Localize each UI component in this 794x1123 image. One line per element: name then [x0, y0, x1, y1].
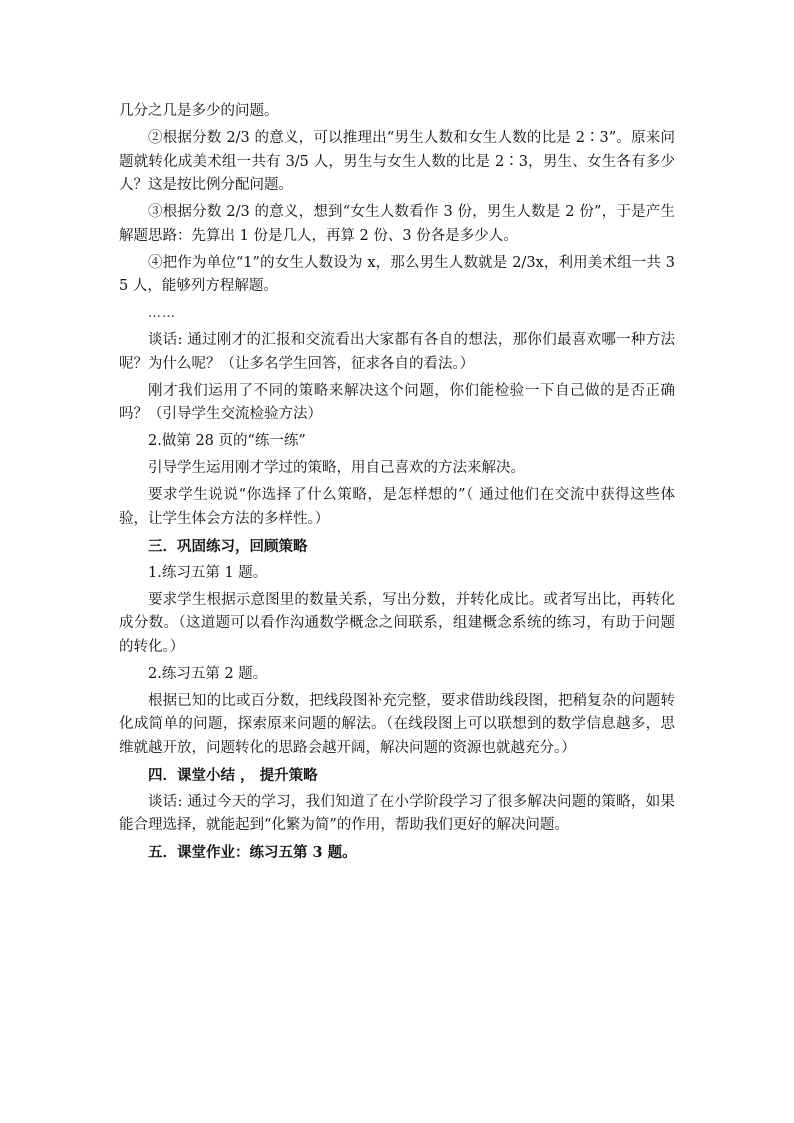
section-heading: 三．巩固练习，回顾策略 [148, 537, 308, 555]
paragraph: 要求学生说说“你选择了什么策略，是怎样想的”（ 通过他们在交流中获得这些体验，让学生体会方法的多样性。） [119, 487, 675, 527]
ellipsis-line: …… [148, 306, 176, 321]
paragraph: 谈话: 通过今天的学习，我们知道了在小学阶段学习了很多解决问题的策略，如果能合理选择，就能起到“化繁为简”的作用，帮助我们更好的解决问题。 [119, 793, 675, 833]
paragraph: 引导学生运用刚才学过的策略，用自己喜欢的方法来解决。 [148, 460, 525, 476]
paragraph: 2.做第 28 页的“练一练” [148, 433, 306, 449]
paragraph: ②根据分数 2/3 的意义，可以推理出“男生人数和女生人数的比是 2∶3”。原来问题就转化成美术组一共有 3/5 人，男生与女生人数的比是 2∶3，男生、女生各有多少人？这是按比例分配问题。 [119, 130, 675, 193]
paragraph: 要求学生根据示意图里的数量关系，写出分数，并转化成比。或者写出比，再转化成分数。（这道题可以看作沟通数学概念之间联系，组建概念系统的练习，有助于问题的转化。） [119, 591, 675, 655]
paragraph: 根据已知的比或百分数，把线段图补充完整，要求借助线段图，把稍复杂的问题转化成简单的问题，探索原来问题的解法。（在线段图上可以联想到的数学信息越多，思维就越开放，问题转化的思路会越开阔，解决问题的资源也就越充分。） [119, 692, 675, 756]
paragraph: ③根据分数 2/3 的意义，想到“女生人数看作 3 份，男生人数是 2 份”，于是产生解题思路：先算出 1 份是几人，再算 2 份、3 份各是多少人。 [119, 204, 675, 244]
paragraph: 谈话: 通过刚才的汇报和交流看出大家都有各自的想法，那你们最喜欢哪一种方法呢？为什么呢？（让多名学生回答，征求各自的看法。） [119, 332, 675, 372]
section-heading: 五．课堂作业：练习五第 3 题。 [148, 844, 357, 861]
document-page [119, 100, 675, 868]
paragraph: 几分之几是多少的问题。 [119, 103, 279, 119]
paragraph: 1.练习五第 1 题。 [148, 564, 268, 581]
paragraph: 刚才我们运用了不同的策略来解决这个问题，你们能检验一下自己做的是否正确吗？（引导学生交流检验方法） [119, 382, 675, 422]
paragraph: 2.练习五第 2 题。 [148, 665, 268, 682]
paragraph: ④把作为单位“1”的女生人数设为 x，那么男生人数就是 2/3x，利用美术组一共 35 人，能够列方程解题。 [119, 254, 675, 294]
section-heading: 四．课堂小结 ， 提升策略 [148, 766, 318, 784]
